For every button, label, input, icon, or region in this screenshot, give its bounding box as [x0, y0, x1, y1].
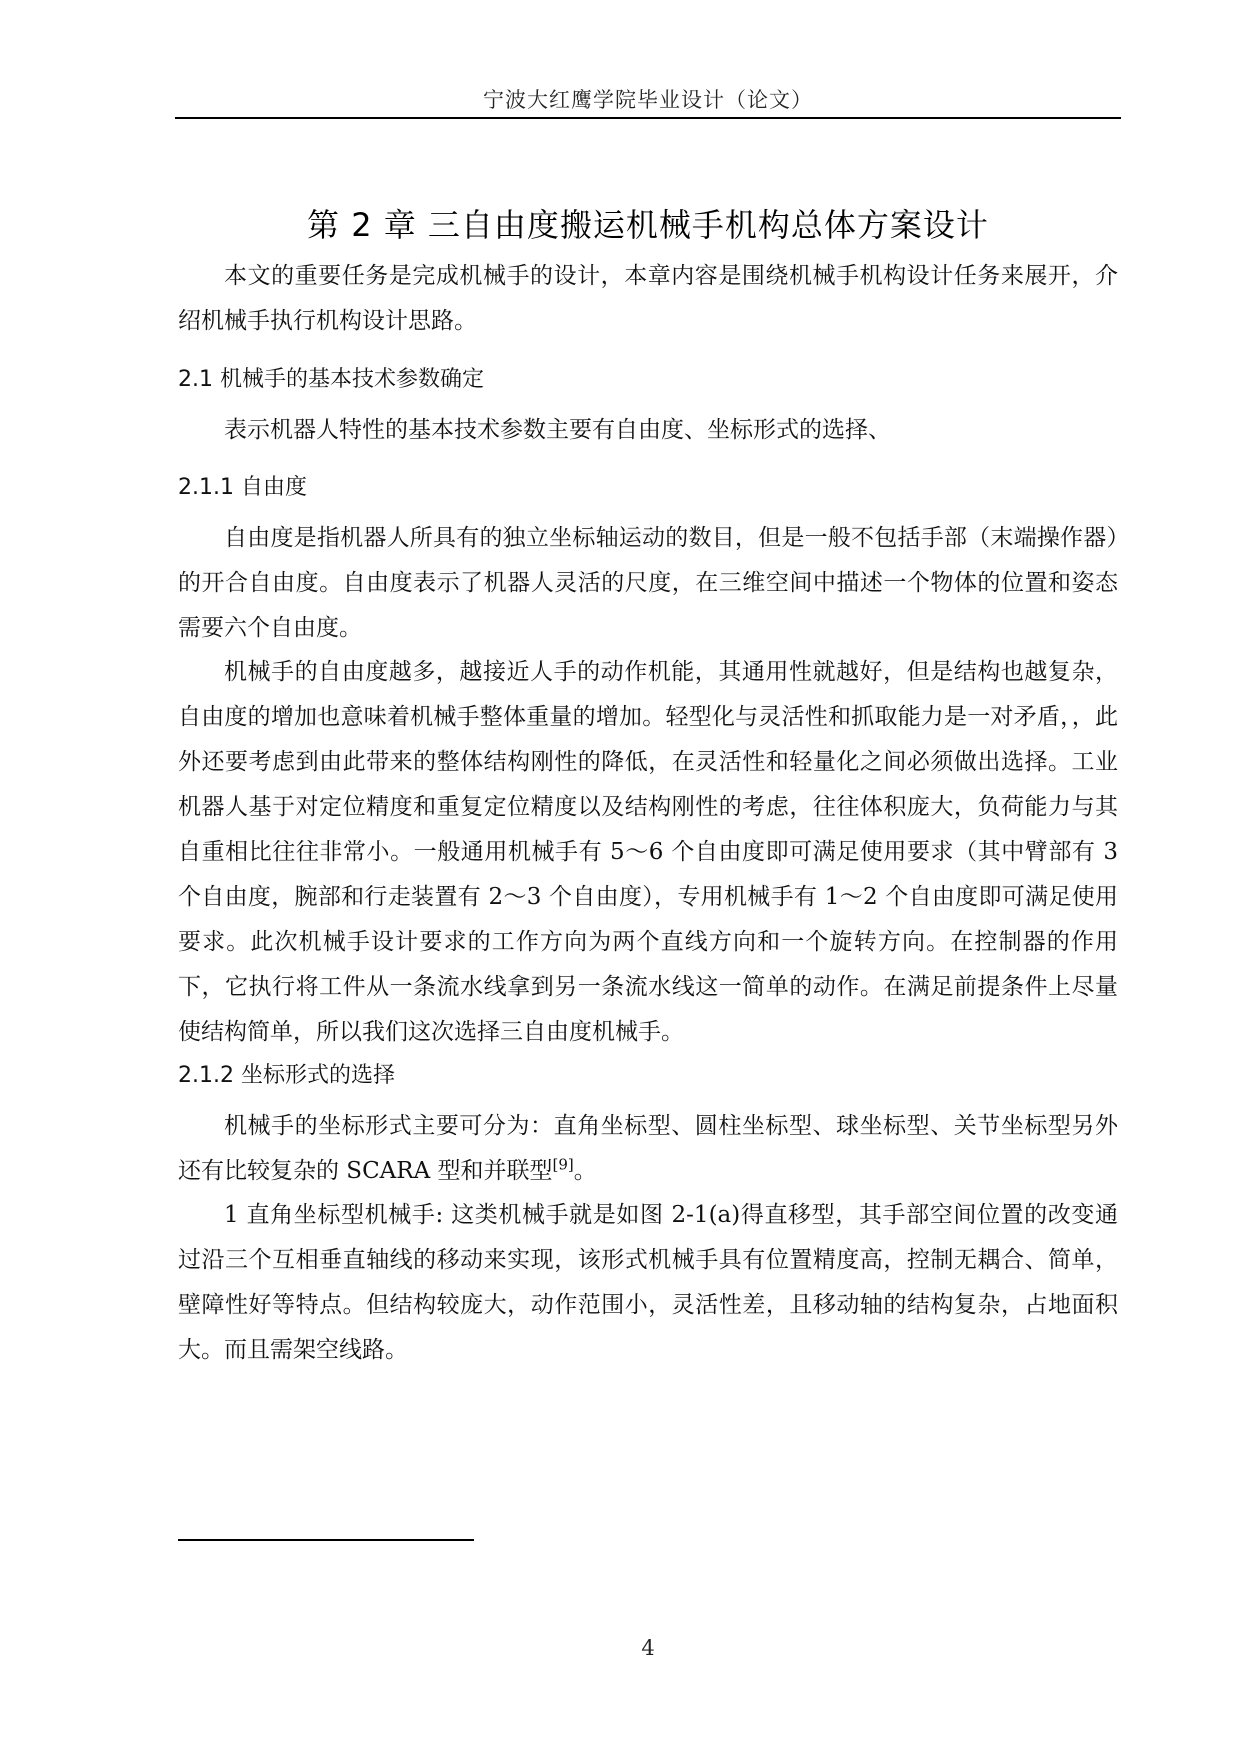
coordinate-form-paragraph-1	[178, 1104, 1118, 1194]
section-heading-2-1: 2.1 机械手的基本技术参数确定	[178, 367, 484, 392]
chapter-title: 第 2 章 三自由度搬运机械手机构总体方案设计	[307, 206, 989, 244]
citation-reference: [9]	[552, 1155, 574, 1174]
degrees-of-freedom-paragraph-1: 自由度是指机器人所具有的独立坐标轴运动的数目，但是一般不包括手部（末端操作器）的开合自由度。自由度表示了机器人灵活的尺度，在三维空间中描述一个物体的位置和姿态需要六个自由度。	[178, 525, 1118, 641]
coordinate-form-paragraph-2: 1 直角坐标型机械手: 这类机械手就是如图 2-1(a)得直移型，其手部空间位置的改变通过沿三个互相垂直轴线的移动来实现，该形式机械手具有位置精度高，控制无耦合、简单，壁障性好等特点。但结构较庞大，动作范围小，灵活性差，且移动轴的结构复杂，占地面积大。而且需架空线路。	[178, 1202, 1118, 1363]
coordinate-form-paragraph-1-text: 机械手的坐标形式主要可分为：直角坐标型、圆柱坐标型、球坐标型、关节坐标型另外还有比较复杂的 SCARA 型和并联型	[178, 1113, 1118, 1184]
page-number: 4	[641, 1636, 655, 1660]
section-heading-2-1-1: 2.1.1 自由度	[178, 475, 307, 500]
degrees-of-freedom-paragraph-2: 机械手的自由度越多，越接近人手的动作机能，其通用性就越好，但是结构也越复杂，自由度的增加也意味着机械手整体重量的增加。轻型化与灵活性和抓取能力是一对矛盾，，此外还要考虑到由此带来的整体结构刚性的降低，在灵活性和轻量化之间必须做出选择。工业机器人基于对定位精度和重复定位精度以及结构刚性的考虑，往往体积庞大，负荷能力与其自重相比往往非常小。一般通用机械手有 5～6 个自由度即可满足使用要求（其中臂部有 3 个自由度，腕部和行走装置有 2～3 个自由度），专用机械手有 1～2 个自由度即可满足使用要求。此次机械手设计要求的工作方向为两个直线方向和一个旋转方向。在控制器的作用下，它执行将工件从一条流水线拿到另一条流水线这一简单的动作。在满足前提条件上尽量使结构简单，所以我们这次选择三自由度机械手。	[178, 659, 1118, 1045]
footnote-rule	[178, 1539, 474, 1541]
running-header: 宁波大红鹰学院毕业设计（论文）	[483, 88, 813, 112]
coordinate-form-paragraph-1-end: 。	[573, 1158, 597, 1184]
header-rule	[175, 117, 1121, 119]
section-heading-2-1-2: 2.1.2 坐标形式的选择	[178, 1063, 395, 1088]
intro-paragraph: 本文的重要任务是完成机械手的设计，本章内容是围绕机械手机构设计任务来展开，介绍机械手执行机构设计思路。	[178, 263, 1118, 334]
section-2-1-paragraph: 表示机器人特性的基本技术参数主要有自由度、坐标形式的选择、	[224, 417, 891, 443]
